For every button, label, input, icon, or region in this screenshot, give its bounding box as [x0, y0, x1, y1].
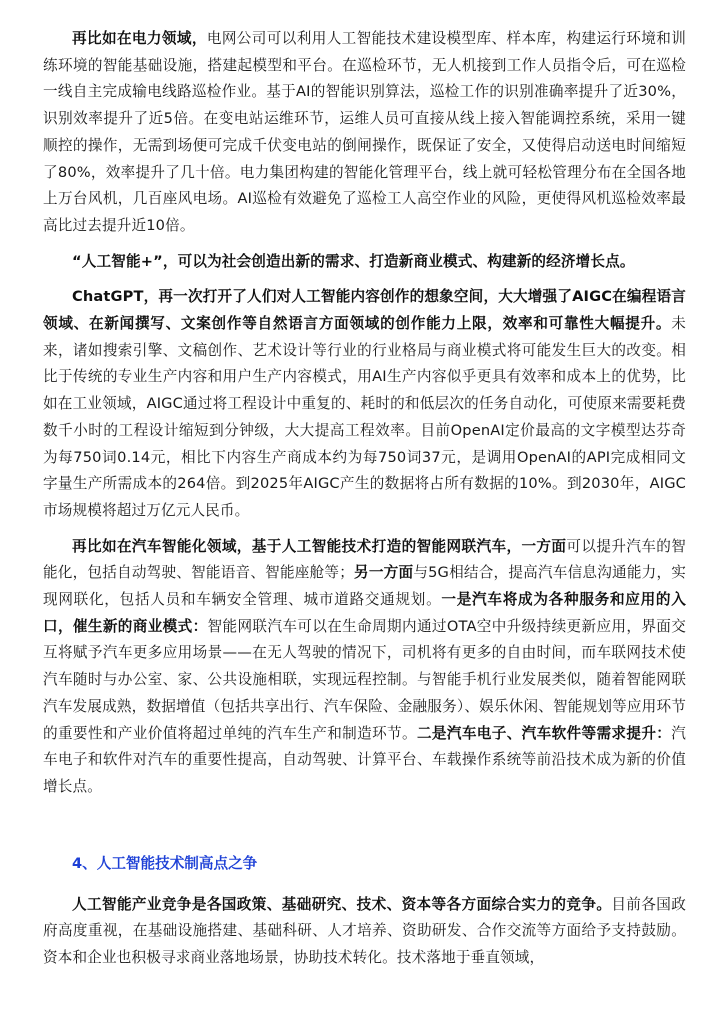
- paragraph-inline-bold: 另一方面: [353, 564, 414, 582]
- paragraph-power-sector: [43, 26, 686, 240]
- paragraph-text: 目前各国政府高度重视，在基础设施搭建、基础科研、人才培养、资助研发、合作交流等方面给予支持鼓励。资本和企业也积极寻求商业落地场景，协助技术转化。技术落地于垂直领域，: [43, 895, 686, 967]
- paragraph-automotive: [43, 534, 686, 801]
- paragraph-text: 电网公司可以利用人工智能技术建设模型库、样本库，构建运行环境和训练环境的智能基础设施，搭建起模型和平台。在巡检环节，无人机接到工作人员指令后，可在巡检一线自主完成输电线路巡检作业。基于AI的智能识别算法，巡检工作的识别准确率提升了近30%，识别效率提升了近5倍。在变电站运维环节，运维人员可直接从线上接入智能调控系统，采用一键顺控的操作，无需到场便可完成千伏变电站的倒闸操作，既保证了安全，又使得启动送电时间缩短了80%，效率提升了几十倍。电力集团构建的智能化管理平台，线上就可轻松管理分布在全国各地上万台风机，几百座风电场。AI巡检有效避免了巡检工人高空作业的风险，更使得风机巡检效率最高比过去提升近10倍。: [43, 30, 686, 234]
- paragraph-competition: [43, 892, 686, 972]
- paragraph-lead-bold: 再比如在汽车智能化领域，基于人工智能技术打造的智能网联汽车，一方面: [72, 537, 567, 555]
- paragraph-text: 与5G相结合，提高汽车信息沟通能力，实现网联化，包括人员和车辆安全管理、城市道路交通规划。: [43, 564, 687, 609]
- paragraph-lead-bold: 人工智能产业竞争是各国政策、基础研究、技术、资本等各方面综合实力的竞争。: [72, 895, 612, 913]
- document-page: [43, 26, 686, 972]
- paragraph-lead-bold: ChatGPT，再一次打开了人们对人工智能内容创作的想象空间，大大增强了AIGC在编程语言领域、在新闻撰写、文案创作等自然语言方面领域的创作能力上限，效率和可靠性大幅提升。: [43, 288, 686, 333]
- paragraph-chatgpt: [43, 284, 686, 524]
- section-heading: 4、人工智能技术制高点之争: [72, 854, 258, 872]
- paragraph-lead-bold: 再比如在电力领域，: [72, 30, 207, 47]
- paragraph-lead-bold: “人工智能+”，可以为社会创造出新的需求、打造新商业模式、构建新的经济增长点。: [72, 252, 635, 270]
- paragraph-ai-plus: [43, 249, 686, 276]
- paragraph-text: 智能网联汽车可以在生命周期内通过OTA空中升级持续更新应用，界面交互将赋予汽车更多应用场景——在无人驾驶的情况下，司机将有更多的自由时间，而车联网技术使汽车随时与办公室、家、公共设施相联，实现远程控制。与智能手机行业发展类似，随着智能网联汽车发展成熟，数据增值（包括共享出行、汽车保险、金融服务）、娱乐休闲、智能规划等应用环节的重要性和产业价值将超过单纯的汽车生产和制造环节。: [43, 617, 686, 742]
- paragraph-text: 未来，诸如搜索引擎、文稿创作、艺术设计等行业的行业格局与商业模式将可能发生巨大的改变。相比于传统的专业生产内容和用户生产内容模式，用AI生产内容似乎更具有效率和成本上的优势，比如在工业领域，AIGC通过将工程设计中重复的、耗时的和低层次的任务自动化，可使原来需要耗费数千小时的工程设计缩短到分钟级，大大提高工程效率。目前OpenAI定价最高的文字模型达芬奇为每750词0.14元，相比下内容生产商成本约为每750词37元，是调用OpenAI的API完成相同文字量生产所需成本的264倍。到2025年AIGC产生的数据将占所有数据的10%。到2030年，AIGC市场规模将超过万亿元人民币。: [43, 315, 686, 519]
- paragraph-text: 汽车电子和软件对汽车的重要性提高，自动驾驶、计算平台、车载操作系统等前沿技术成为新的价值增长点。: [43, 724, 686, 795]
- paragraph-inline-bold: 二是汽车电子、汽车软件等需求提升：: [416, 724, 672, 742]
- paragraph-inline-bold: 一是汽车将成为各种服务和应用的入口，催生新的商业模式：: [43, 591, 686, 635]
- paragraph-text: 可以提升汽车的智能化，包括自动驾驶、智能语音、智能座舱等；: [43, 537, 687, 582]
